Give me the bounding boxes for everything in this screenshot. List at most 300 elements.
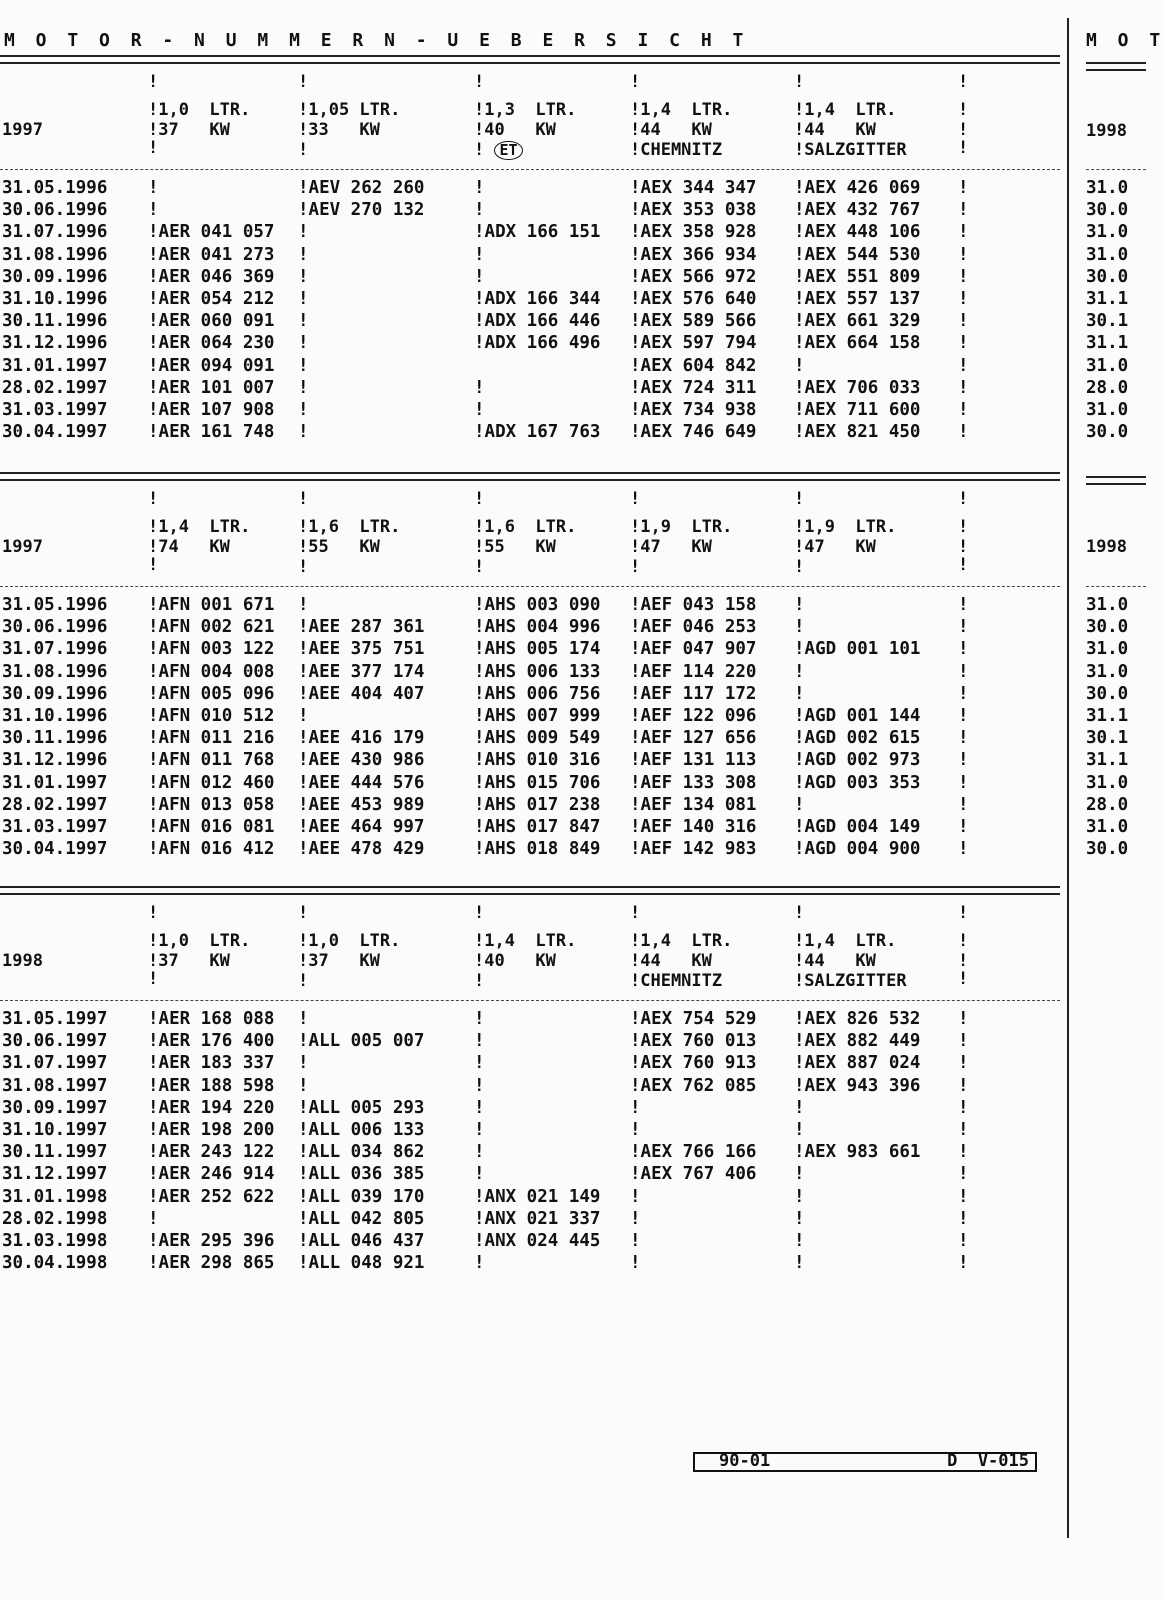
engine-number-cell: !	[474, 1075, 485, 1096]
column-separator: !	[630, 903, 641, 923]
engine-number-cell: !AER 295 396	[148, 1231, 275, 1251]
engine-number-cell: !	[148, 178, 159, 198]
engine-number-cell: !	[958, 817, 969, 837]
header-divider	[0, 1000, 1060, 1001]
footer-code: 90-01	[719, 1451, 771, 1471]
column-separator: !	[958, 951, 969, 971]
column-power: !44 KW	[794, 951, 876, 971]
column-separator: !	[958, 120, 969, 140]
engine-number-cell: !	[630, 1231, 641, 1251]
engine-number-cell: !ALL 039 170	[298, 1186, 425, 1207]
engine-number-cell: !AEF 134 081	[630, 794, 757, 815]
engine-number-cell: !	[148, 200, 159, 221]
engine-number-cell: !AEX 344 347	[630, 178, 757, 198]
engine-number-cell: !AER 183 337	[148, 1053, 275, 1074]
column-separator: !	[958, 537, 969, 557]
engine-number-cell: !AEX 882 449	[794, 1031, 921, 1052]
engine-number-cell: !	[958, 728, 969, 749]
engine-number-cell: !	[630, 1097, 641, 1118]
right-date-fragment: 30.0	[1086, 422, 1129, 443]
engine-number-cell: !AEE 453 989	[298, 794, 425, 815]
row-date: 31.12.1996	[2, 750, 108, 771]
engine-number-cell: !	[958, 661, 969, 682]
row-date: 31.08.1997	[2, 1075, 108, 1096]
engine-number-cell: !AER 094 091	[148, 355, 275, 376]
section-separator	[0, 55, 1060, 64]
column-separator: !	[958, 969, 969, 989]
column-separator: !	[474, 557, 485, 577]
column-engine-size: !1,6 LTR.	[298, 517, 401, 537]
engine-number-cell: !	[474, 1097, 485, 1118]
engine-number-cell: !AFN 001 671	[148, 595, 275, 615]
column-engine-size: !1,4 LTR.	[794, 931, 897, 951]
engine-number-cell: !ALL 036 385	[298, 1164, 425, 1185]
row-date: 30.11.1996	[2, 311, 108, 332]
engine-number-cell: !	[794, 1208, 805, 1229]
engine-number-cell: !	[958, 1053, 969, 1074]
engine-number-cell: !AEX 358 928	[630, 222, 757, 243]
engine-number-cell: !AEF 140 316	[630, 817, 757, 837]
column-separator: !	[958, 72, 969, 92]
right-date-fragment: 31.1	[1086, 289, 1129, 309]
engine-number-cell: !	[958, 266, 969, 287]
engine-number-cell: !AEF 131 113	[630, 750, 757, 771]
column-engine-size: !1,4 LTR.	[630, 100, 733, 120]
et-stamp: ET	[494, 141, 522, 160]
right-date-fragment: 31.1	[1086, 750, 1129, 771]
engine-number-cell: !AEE 287 361	[298, 617, 425, 638]
engine-number-cell: !	[298, 595, 309, 615]
engine-number-cell: !	[958, 422, 969, 443]
right-header-divider	[1086, 169, 1146, 170]
engine-number-cell: !AEX 661 329	[794, 311, 921, 332]
engine-number-cell: !	[298, 377, 309, 398]
engine-number-cell: !	[794, 661, 805, 682]
right-year-fragment: 1998	[1086, 537, 1127, 557]
engine-number-cell: !AER 176 400	[148, 1031, 275, 1052]
column-separator: !	[958, 489, 969, 509]
row-date: 31.10.1997	[2, 1120, 108, 1140]
column-separator: !	[630, 557, 641, 577]
engine-number-cell: !	[298, 400, 309, 420]
column-power: !44 KW	[630, 951, 712, 971]
engine-number-cell: !ADX 167 763	[474, 422, 601, 443]
column-separator: !	[148, 138, 159, 158]
engine-number-cell: !AEF 142 983	[630, 839, 757, 860]
engine-number-cell: !	[298, 222, 309, 243]
engine-number-cell: !AER 046 369	[148, 266, 275, 287]
right-header-divider	[1086, 586, 1146, 587]
engine-number-cell: !ALL 042 805	[298, 1208, 425, 1229]
engine-number-cell: !	[794, 1097, 805, 1118]
engine-number-cell: !	[958, 1142, 969, 1163]
engine-number-cell: !	[958, 1097, 969, 1118]
right-date-fragment: 31.0	[1086, 355, 1129, 376]
engine-number-cell: !	[958, 639, 969, 660]
engine-number-cell: !AEX 821 450	[794, 422, 921, 443]
engine-number-cell: !AFN 010 512	[148, 706, 275, 726]
row-date: 31.05.1996	[2, 595, 108, 615]
column-engine-size: !1,4 LTR.	[794, 100, 897, 120]
right-date-fragment: 30.0	[1086, 200, 1129, 221]
column-plant: !SALZGITTER	[794, 140, 907, 160]
engine-number-cell: !	[474, 400, 485, 420]
engine-number-cell: !AEV 270 132	[298, 200, 425, 221]
column-separator: !	[794, 489, 805, 509]
column-separator: !	[958, 903, 969, 923]
engine-number-cell: !ADX 166 496	[474, 333, 601, 354]
row-date: 28.02.1997	[2, 377, 108, 398]
engine-number-cell: !AER 298 865	[148, 1253, 275, 1274]
engine-number-cell: !	[298, 1009, 309, 1029]
engine-number-cell: !	[630, 1186, 641, 1207]
page-divider-line	[1067, 18, 1069, 1538]
row-date: 31.05.1997	[2, 1009, 108, 1029]
engine-number-cell: !	[298, 422, 309, 443]
row-date: 30.06.1996	[2, 200, 108, 221]
engine-number-cell: !	[474, 1031, 485, 1052]
column-separator: !	[794, 72, 805, 92]
engine-number-cell: !AER 243 122	[148, 1142, 275, 1163]
engine-number-cell: !AEX 566 972	[630, 266, 757, 287]
engine-number-cell: !AFN 013 058	[148, 794, 275, 815]
column-separator: !	[958, 517, 969, 537]
right-title-underline	[1086, 62, 1146, 71]
engine-number-cell: !ANX 024 445	[474, 1231, 601, 1251]
column-power: !44 KW	[794, 120, 876, 140]
engine-number-cell: !AEF 043 158	[630, 595, 757, 615]
engine-number-cell: !	[298, 1075, 309, 1096]
column-separator: !	[298, 140, 309, 160]
row-date: 31.03.1997	[2, 400, 108, 420]
engine-number-cell: !	[794, 355, 805, 376]
engine-number-cell: !AFN 003 122	[148, 639, 275, 660]
engine-number-cell: !AFN 012 460	[148, 772, 275, 793]
column-separator: !	[474, 903, 485, 923]
engine-number-cell: !	[958, 1031, 969, 1052]
engine-number-cell: !	[958, 1208, 969, 1229]
column-separator: !	[148, 489, 159, 509]
engine-number-cell: !	[298, 333, 309, 354]
engine-number-cell: !AEX 760 913	[630, 1053, 757, 1074]
engine-number-cell: !AER 041 057	[148, 222, 275, 243]
engine-number-cell: !	[298, 311, 309, 332]
right-date-fragment: 31.0	[1086, 817, 1129, 837]
engine-number-cell: !AEX 544 530	[794, 244, 921, 265]
engine-number-cell: !	[958, 839, 969, 860]
engine-number-cell: !AGD 004 149	[794, 817, 921, 837]
row-date: 30.11.1997	[2, 1142, 108, 1163]
engine-number-cell: !AEX 448 106	[794, 222, 921, 243]
engine-number-cell: !	[298, 706, 309, 726]
engine-number-cell: !AEX 754 529	[630, 1009, 757, 1029]
row-date: 30.04.1998	[2, 1253, 108, 1274]
row-date: 31.08.1996	[2, 244, 108, 265]
engine-number-cell: !AEX 557 137	[794, 289, 921, 309]
engine-number-cell: !AHS 007 999	[474, 706, 601, 726]
section-year: 1997	[2, 120, 43, 140]
right-date-fragment: 31.0	[1086, 661, 1129, 682]
column-separator: !	[474, 971, 485, 991]
right-date-fragment: 31.1	[1086, 333, 1129, 354]
engine-number-cell: !	[794, 1231, 805, 1251]
engine-number-cell: !AEF 133 308	[630, 772, 757, 793]
engine-number-cell: !AEX 604 842	[630, 355, 757, 376]
column-separator: !	[958, 100, 969, 120]
header-divider	[0, 586, 1060, 587]
engine-number-cell: !ALL 006 133	[298, 1120, 425, 1140]
section-year: 1998	[2, 951, 43, 971]
right-date-fragment: 30.0	[1086, 839, 1129, 860]
row-date: 31.10.1996	[2, 289, 108, 309]
row-date: 31.01.1997	[2, 772, 108, 793]
engine-number-cell: !	[630, 1120, 641, 1140]
row-date: 28.02.1998	[2, 1208, 108, 1229]
engine-number-cell: !	[958, 178, 969, 198]
engine-number-cell: !	[958, 750, 969, 771]
column-separator: !	[148, 903, 159, 923]
engine-number-cell: !	[958, 311, 969, 332]
column-plant: !SALZGITTER	[794, 971, 907, 991]
engine-number-cell: !AHS 017 847	[474, 817, 601, 837]
engine-number-cell: !AEX 366 934	[630, 244, 757, 265]
engine-number-cell: !AER 252 622	[148, 1186, 275, 1207]
row-date: 31.07.1997	[2, 1053, 108, 1074]
right-date-fragment: 28.0	[1086, 377, 1129, 398]
row-date: 31.07.1996	[2, 222, 108, 243]
engine-number-cell: !AEX 762 085	[630, 1075, 757, 1096]
engine-number-cell: !	[958, 200, 969, 221]
right-date-fragment: 28.0	[1086, 794, 1129, 815]
column-separator: !	[474, 489, 485, 509]
engine-number-cell: !	[474, 200, 485, 221]
engine-number-cell: !AEX 664 158	[794, 333, 921, 354]
engine-number-cell: !	[958, 617, 969, 638]
engine-number-cell: !ADX 166 446	[474, 311, 601, 332]
column-power: !47 KW	[794, 537, 876, 557]
engine-number-cell: !AEX 760 013	[630, 1031, 757, 1052]
engine-number-cell: !AHS 010 316	[474, 750, 601, 771]
engine-number-cell: !AHS 009 549	[474, 728, 601, 749]
engine-number-cell: !	[958, 377, 969, 398]
engine-number-cell: !AEX 576 640	[630, 289, 757, 309]
engine-number-cell: !AEX 426 069	[794, 178, 921, 198]
right-date-fragment: 31.0	[1086, 244, 1129, 265]
engine-number-cell: !AEX 983 661	[794, 1142, 921, 1163]
engine-number-cell: !AEE 377 174	[298, 661, 425, 682]
engine-number-cell: !	[958, 1231, 969, 1251]
row-date: 31.12.1996	[2, 333, 108, 354]
right-date-fragment: 31.1	[1086, 706, 1129, 726]
column-plant: !CHEMNITZ	[630, 140, 723, 160]
column-separator: !	[630, 72, 641, 92]
row-date: 31.01.1998	[2, 1186, 108, 1207]
row-date: 31.03.1998	[2, 1231, 108, 1251]
engine-number-cell: !AEE 430 986	[298, 750, 425, 771]
engine-number-cell: !	[474, 1120, 485, 1140]
column-power: !55 KW	[298, 537, 380, 557]
section-year: 1997	[2, 537, 43, 557]
row-date: 31.10.1996	[2, 706, 108, 726]
engine-number-cell: !AEX 711 600	[794, 400, 921, 420]
column-engine-size: !1,0 LTR.	[148, 931, 251, 951]
column-power: !40 KW	[474, 951, 556, 971]
engine-number-cell: !	[958, 222, 969, 243]
engine-number-cell: !	[298, 266, 309, 287]
engine-number-cell: !	[630, 1253, 641, 1274]
engine-number-cell: !	[630, 1208, 641, 1229]
engine-number-cell: !	[958, 1164, 969, 1185]
engine-number-cell: !	[794, 617, 805, 638]
engine-number-cell: !AEX 826 532	[794, 1009, 921, 1029]
engine-number-cell: !	[474, 1142, 485, 1163]
column-separator: !	[148, 969, 159, 989]
engine-number-cell: !	[474, 244, 485, 265]
engine-number-cell: !	[958, 244, 969, 265]
engine-number-cell: !	[794, 1186, 805, 1207]
column-engine-size: !1,0 LTR.	[298, 931, 401, 951]
engine-number-cell: !AER 188 598	[148, 1075, 275, 1096]
engine-number-cell: !	[794, 683, 805, 704]
engine-number-cell: !	[794, 794, 805, 815]
engine-number-cell: !AEX 551 809	[794, 266, 921, 287]
engine-number-cell: !AER 246 914	[148, 1164, 275, 1185]
engine-number-cell: !AFN 011 216	[148, 728, 275, 749]
column-plant: !CHEMNITZ	[630, 971, 723, 991]
right-section-separator	[1086, 476, 1146, 485]
engine-number-cell: !AGD 003 353	[794, 772, 921, 793]
column-engine-size: !1,3 LTR.	[474, 100, 577, 120]
row-date: 31.03.1997	[2, 817, 108, 837]
column-separator: !	[630, 489, 641, 509]
engine-number-cell: !ALL 005 007	[298, 1031, 425, 1052]
engine-number-cell: !AHS 003 090	[474, 595, 601, 615]
column-power: !33 KW	[298, 120, 380, 140]
column-power: !55 KW	[474, 537, 556, 557]
column-separator: !	[298, 489, 309, 509]
engine-number-cell: !AEE 375 751	[298, 639, 425, 660]
engine-number-cell: !	[794, 1120, 805, 1140]
engine-number-cell: !AHS 005 174	[474, 639, 601, 660]
column-power: !37 KW	[298, 951, 380, 971]
engine-number-cell: !	[958, 1186, 969, 1207]
row-date: 28.02.1997	[2, 794, 108, 815]
right-year-fragment: 1998	[1086, 121, 1127, 141]
column-power: !47 KW	[630, 537, 712, 557]
engine-number-cell: !ADX 166 151	[474, 222, 601, 243]
engine-number-cell: !AGD 004 900	[794, 839, 921, 860]
column-separator: !	[958, 138, 969, 158]
engine-number-cell: !AHS 006 133	[474, 661, 601, 682]
engine-number-cell: !AEF 127 656	[630, 728, 757, 749]
engine-number-cell: !AEF 122 096	[630, 706, 757, 726]
engine-number-cell: !AHS 006 756	[474, 683, 601, 704]
engine-number-cell: !AFN 011 768	[148, 750, 275, 771]
engine-number-cell: !	[958, 400, 969, 420]
engine-number-cell: !AEF 046 253	[630, 617, 757, 638]
engine-number-cell: !AEF 047 907	[630, 639, 757, 660]
column-power: !44 KW	[630, 120, 712, 140]
engine-number-cell: !AEX 766 166	[630, 1142, 757, 1163]
engine-number-cell: !AEX 943 396	[794, 1075, 921, 1096]
engine-number-cell: !	[474, 1009, 485, 1029]
engine-number-cell: !	[958, 333, 969, 354]
engine-number-cell: !	[148, 1208, 159, 1229]
engine-number-cell: !AEE 444 576	[298, 772, 425, 793]
engine-number-cell: !ANX 021 337	[474, 1208, 601, 1229]
engine-number-cell: !	[958, 772, 969, 793]
row-date: 31.07.1996	[2, 639, 108, 660]
row-date: 30.09.1996	[2, 683, 108, 704]
engine-number-cell: !	[794, 1253, 805, 1274]
engine-number-cell: !	[958, 706, 969, 726]
engine-number-cell: !AER 194 220	[148, 1097, 275, 1118]
right-date-fragment: 30.1	[1086, 311, 1129, 332]
engine-number-cell: !	[958, 595, 969, 615]
right-date-fragment: 30.0	[1086, 266, 1129, 287]
engine-number-cell: !	[474, 1053, 485, 1074]
engine-number-cell: !AHS 018 849	[474, 839, 601, 860]
column-separator: !	[148, 72, 159, 92]
engine-number-cell: !	[958, 289, 969, 309]
engine-number-cell: !AER 041 273	[148, 244, 275, 265]
column-engine-size: !1,0 LTR.	[148, 100, 251, 120]
engine-number-cell: !AFN 016 081	[148, 817, 275, 837]
engine-number-cell: !	[958, 1120, 969, 1140]
engine-number-cell: !AER 054 212	[148, 289, 275, 309]
column-engine-size: !1,4 LTR.	[474, 931, 577, 951]
engine-number-cell: !AEE 464 997	[298, 817, 425, 837]
column-separator: !	[958, 555, 969, 575]
column-separator: !	[794, 903, 805, 923]
right-date-fragment: 31.0	[1086, 222, 1129, 243]
right-date-fragment: 30.0	[1086, 683, 1129, 704]
right-date-fragment: 31.0	[1086, 772, 1129, 793]
engine-number-cell: !	[474, 1164, 485, 1185]
footer-reference-box	[693, 1452, 1037, 1472]
column-power: !37 KW	[148, 120, 230, 140]
engine-number-cell: !AFN 016 412	[148, 839, 275, 860]
engine-number-cell: !	[474, 178, 485, 198]
engine-number-cell: !AEX 706 033	[794, 377, 921, 398]
column-separator: !	[794, 557, 805, 577]
engine-number-cell: !	[958, 355, 969, 376]
engine-number-cell: !ADX 166 344	[474, 289, 601, 309]
engine-number-cell: !AEX 746 649	[630, 422, 757, 443]
right-date-fragment: 31.0	[1086, 400, 1129, 420]
right-date-fragment: 31.0	[1086, 595, 1129, 615]
column-engine-size: !1,9 LTR.	[794, 517, 897, 537]
engine-number-cell: !	[958, 1009, 969, 1029]
column-separator: !	[298, 971, 309, 991]
engine-number-cell: !AGD 002 615	[794, 728, 921, 749]
column-separator: !	[474, 72, 485, 92]
engine-number-cell: !	[958, 683, 969, 704]
column-engine-size: !1,05 LTR.	[298, 100, 401, 120]
engine-number-cell: !AEX 887 024	[794, 1053, 921, 1074]
engine-number-cell: !ALL 034 862	[298, 1142, 425, 1163]
engine-number-cell: !AER 198 200	[148, 1120, 275, 1140]
engine-number-cell: !	[958, 794, 969, 815]
engine-number-cell: !AEX 734 938	[630, 400, 757, 420]
engine-number-cell: !	[794, 1164, 805, 1185]
column-separator: !	[298, 557, 309, 577]
row-date: 30.09.1997	[2, 1097, 108, 1118]
footer-page-id: D V-015	[947, 1451, 1029, 1471]
engine-number-cell: !	[958, 1253, 969, 1274]
engine-number-cell: !AHS 017 238	[474, 794, 601, 815]
engine-number-cell: !AER 060 091	[148, 311, 275, 332]
